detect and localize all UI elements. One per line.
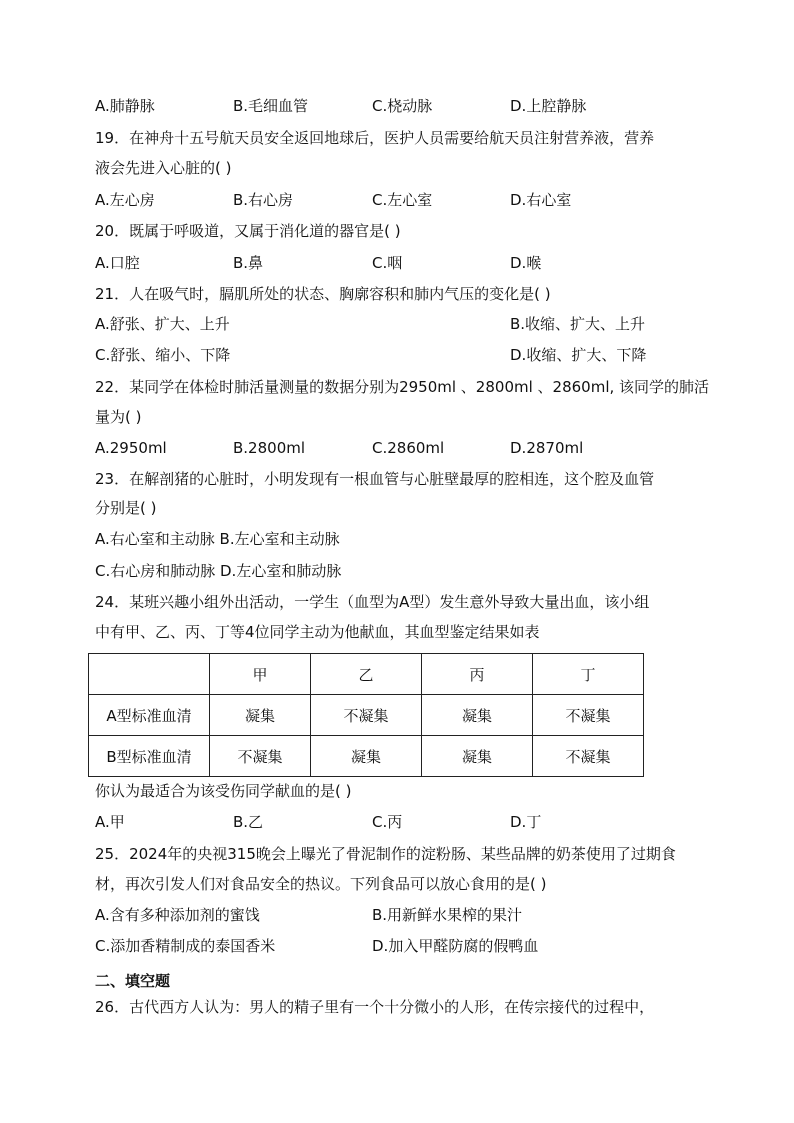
- q24-option-a[interactable]: A.甲: [95, 813, 125, 831]
- table-header-cell: 甲: [210, 654, 311, 695]
- q21-option-d[interactable]: D.收缩、扩大、下降: [510, 346, 647, 364]
- table-header-row: [89, 654, 644, 695]
- q25-stem-line2: 材，再次引发人们对食品安全的热议。下列食品可以放心食用的是( ): [95, 875, 547, 893]
- q26-stem-line1: 26．古代西方人认为：男人的精子里有一个十分微小的人形，在传宗接代的过程中，: [95, 998, 655, 1016]
- q20-option-c[interactable]: C.咽: [372, 254, 403, 272]
- q25-option-d[interactable]: D.加入甲醛防腐的假鸭血: [372, 937, 539, 955]
- table-cell: 不凝集: [210, 736, 311, 777]
- q23-option-line2[interactable]: C.右心房和肺动脉 D.左心室和肺动脉: [95, 562, 342, 580]
- q23-option-line1[interactable]: A.右心室和主动脉 B.左心室和主动脉: [95, 530, 340, 548]
- q19-option-a[interactable]: A.左心房: [95, 191, 155, 209]
- q25-option-b[interactable]: B.用新鲜水果榨的果汁: [372, 906, 523, 924]
- q22-stem-line1: 22．某同学在体检时肺活量测量的数据分别为2950ml 、2800ml 、2860ml, 该同学的肺活: [95, 378, 710, 396]
- q19-option-d[interactable]: D.右心室: [510, 191, 572, 209]
- q25-option-c[interactable]: C.添加香精制成的泰国香米: [95, 937, 276, 955]
- q23-stem-line1: 23．在解剖猪的心脏时，小明发现有一根血管与心脏壁最厚的腔相连，这个腔及血管: [95, 470, 655, 488]
- q24-question: 你认为最适合为该受伤同学献血的是( ): [95, 782, 352, 800]
- table-cell: 凝集: [311, 736, 422, 777]
- q22-option-b[interactable]: B.2800ml: [233, 439, 306, 457]
- q22-option-c[interactable]: C.2860ml: [372, 439, 445, 457]
- q24-option-c[interactable]: C.丙: [372, 813, 403, 831]
- table-row: [89, 736, 644, 777]
- q19-stem-line1: 19．在神舟十五号航天员安全返回地球后，医护人员需要给航天员注射营养液，营养: [95, 129, 655, 147]
- table-cell: 凝集: [210, 695, 311, 736]
- q20-option-a[interactable]: A.口腔: [95, 254, 140, 272]
- q19-stem-line2: 液会先进入心脏的( ): [95, 159, 232, 177]
- table-cell: 凝集: [422, 695, 533, 736]
- section-heading: 二、填空题: [95, 972, 171, 990]
- q18-option-b[interactable]: B.毛细血管: [233, 97, 309, 115]
- blood-type-table: [88, 653, 644, 777]
- q22-option-a[interactable]: A.2950ml: [95, 439, 167, 457]
- q22-option-d[interactable]: D.2870ml: [510, 439, 584, 457]
- q22-stem-line2: 量为( ): [95, 408, 142, 426]
- q21-option-c[interactable]: C.舒张、缩小、下降: [95, 346, 231, 364]
- q20-stem: 20．既属于呼吸道，又属于消化道的器官是( ): [95, 222, 401, 240]
- q18-option-a[interactable]: A.肺静脉: [95, 97, 155, 115]
- q21-option-a[interactable]: A.舒张、扩大、上升: [95, 315, 230, 333]
- table-cell: A型标准血清: [89, 695, 210, 736]
- table-cell: 不凝集: [311, 695, 422, 736]
- q23-stem-line2: 分别是( ): [95, 499, 157, 517]
- q24-option-b[interactable]: B.乙: [233, 813, 264, 831]
- q20-option-d[interactable]: D.喉: [510, 254, 542, 272]
- table-cell: 不凝集: [533, 736, 644, 777]
- q19-option-c[interactable]: C.左心室: [372, 191, 433, 209]
- q18-option-c[interactable]: C.桡动脉: [372, 97, 433, 115]
- q19-option-b[interactable]: B.右心房: [233, 191, 294, 209]
- table-cell: B型标准血清: [89, 736, 210, 777]
- q18-option-d[interactable]: D.上腔静脉: [510, 97, 587, 115]
- q24-option-d[interactable]: D.丁: [510, 813, 542, 831]
- q25-stem-line1: 25．2024年的央视315晚会上曝光了骨泥制作的淀粉肠、某些品牌的奶茶使用了过期食: [95, 845, 676, 863]
- q24-stem-line1: 24．某班兴趣小组外出活动，一学生（血型为A型）发生意外导致大量出血，该小组: [95, 593, 650, 611]
- q25-option-a[interactable]: A.含有多种添加剂的蜜饯: [95, 906, 260, 924]
- table-header-cell: 丁: [533, 654, 644, 695]
- q21-stem: 21．人在吸气时，膈肌所处的状态、胸廓容积和肺内气压的变化是( ): [95, 285, 551, 303]
- q21-option-b[interactable]: B.收缩、扩大、上升: [510, 315, 646, 333]
- table-cell: 凝集: [422, 736, 533, 777]
- q24-stem-line2: 中有甲、乙、丙、丁等4位同学主动为他献血，其血型鉴定结果如表: [95, 623, 540, 641]
- table-cell: 不凝集: [533, 695, 644, 736]
- table-row: [89, 695, 644, 736]
- table-header-cell: 乙: [311, 654, 422, 695]
- q20-option-b[interactable]: B.鼻: [233, 254, 264, 272]
- table-header-cell: [89, 654, 210, 695]
- table-header-cell: 丙: [422, 654, 533, 695]
